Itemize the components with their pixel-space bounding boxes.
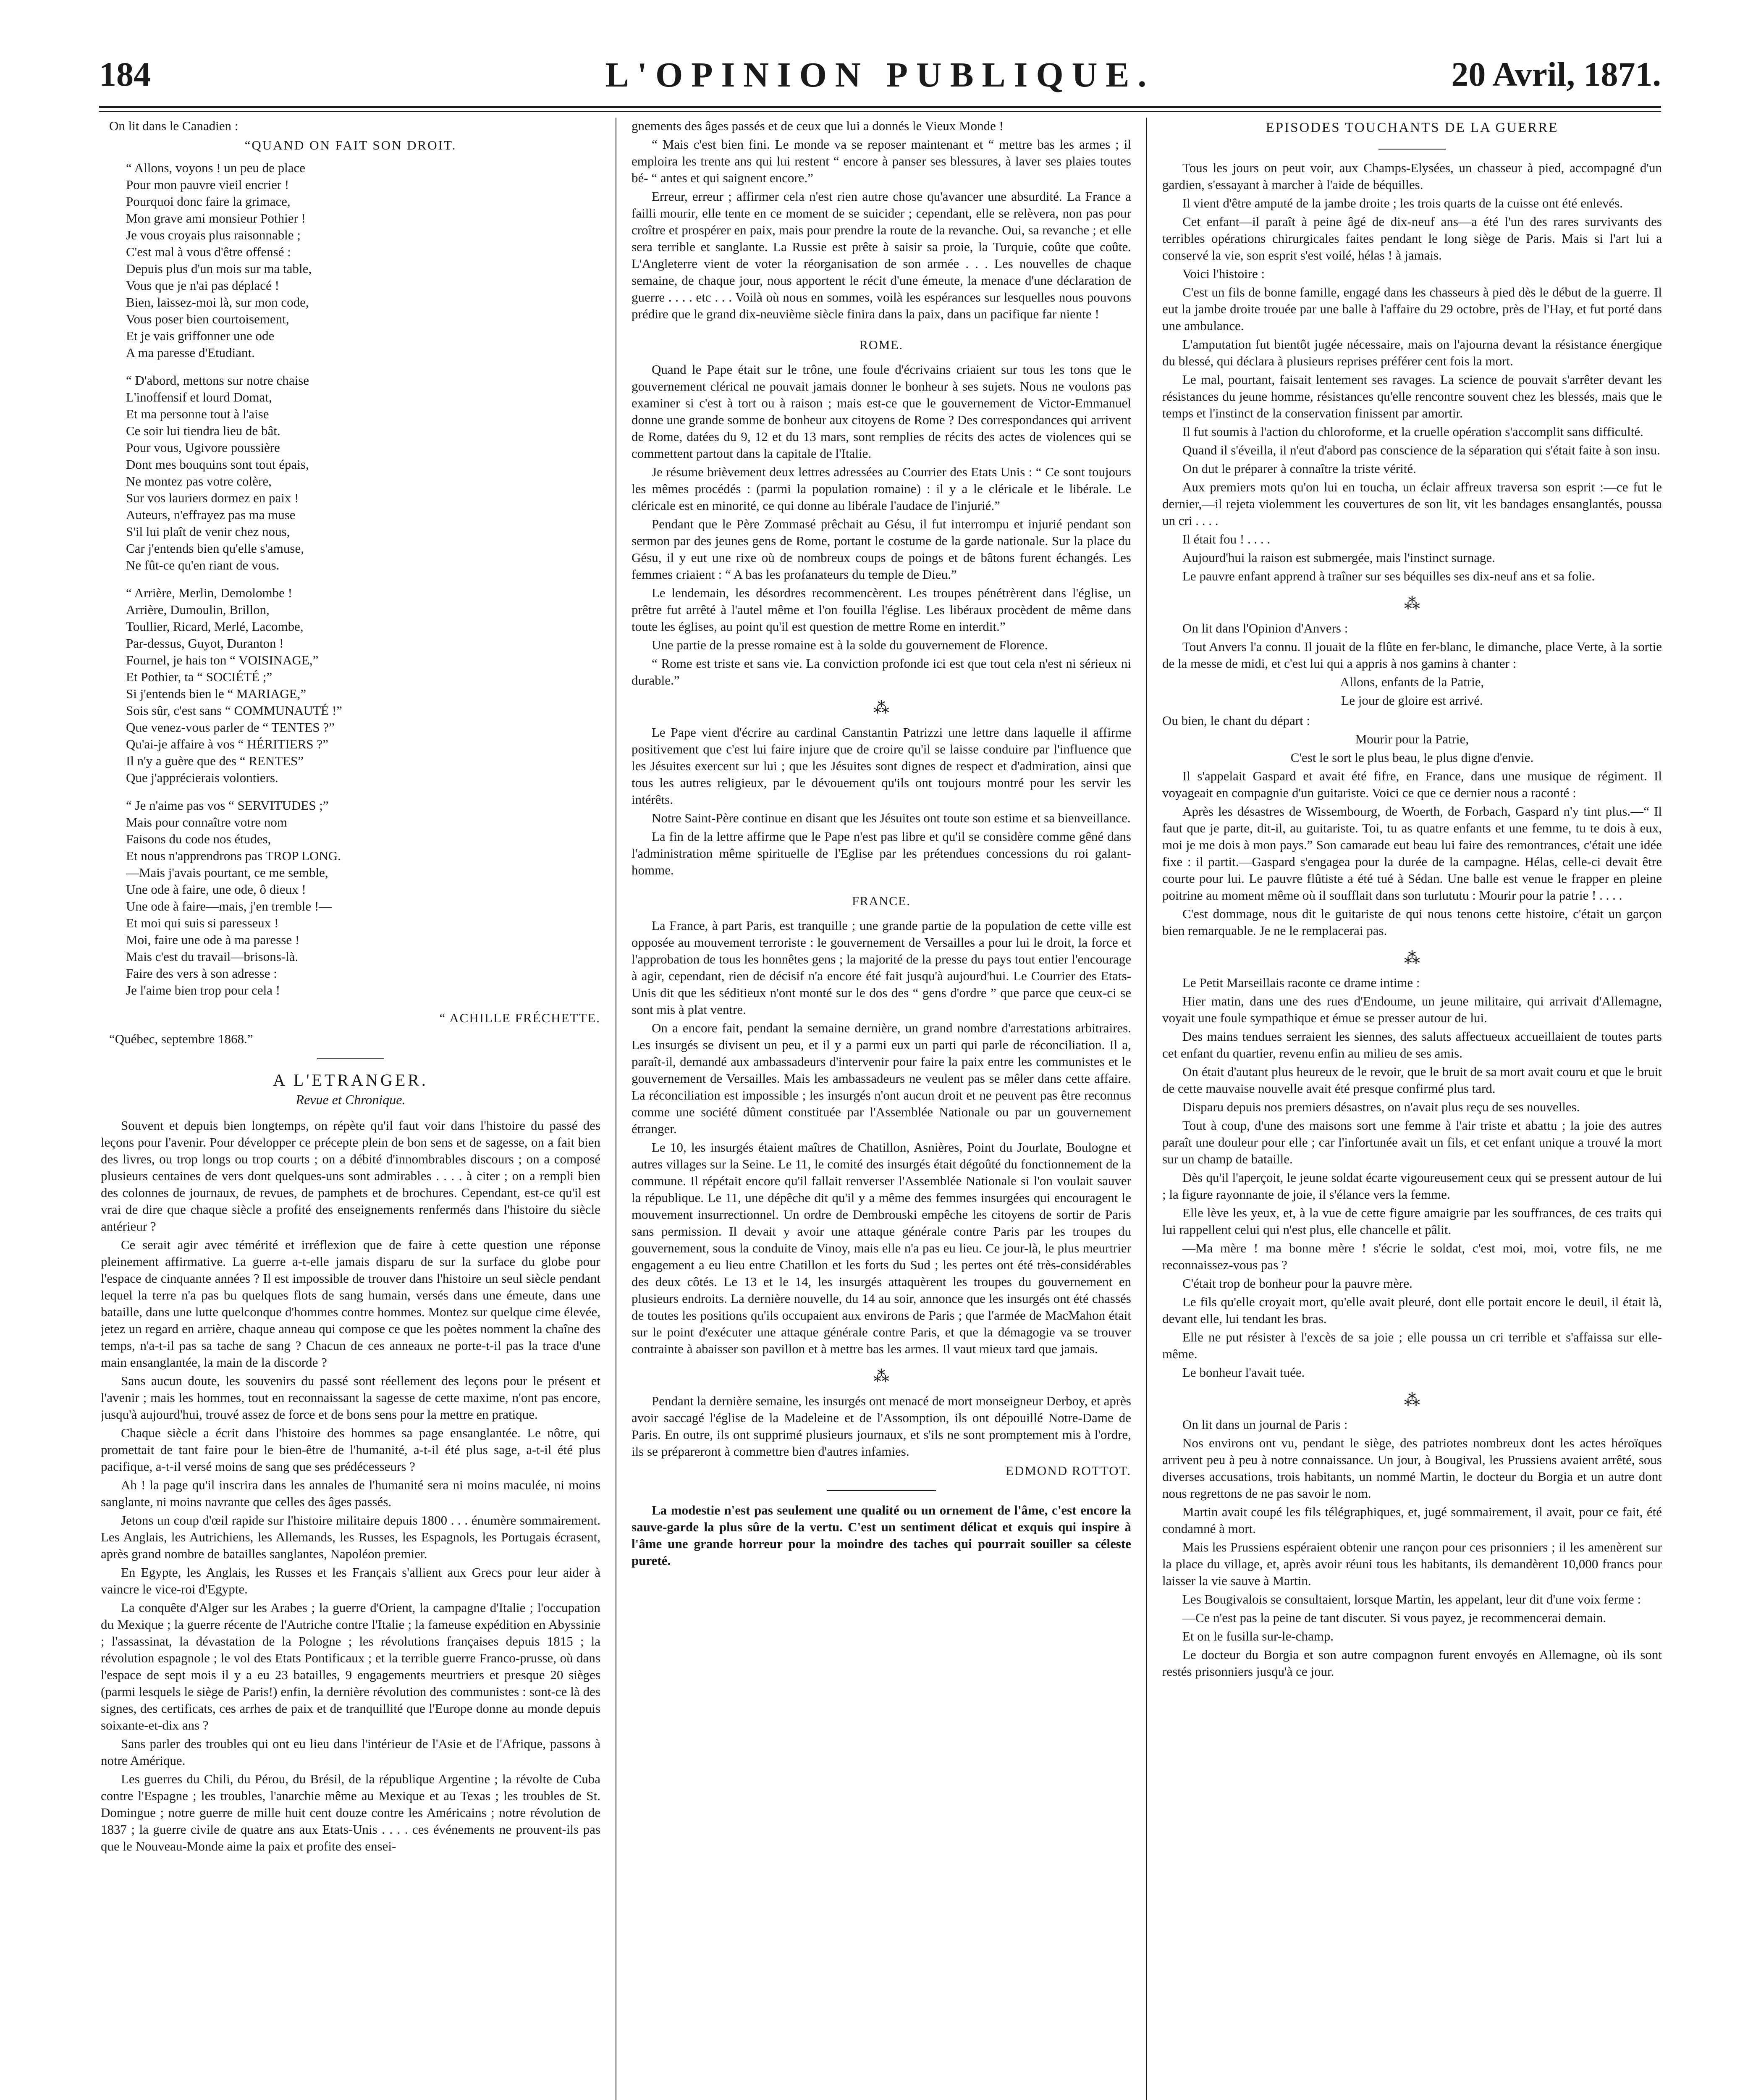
article-title: EPISODES TOUCHANTS DE LA GUERRE <box>1266 120 1559 135</box>
verse-line: Pourquoi donc faire la grimace, <box>126 194 291 209</box>
song-line: Mourir pour la Patrie, <box>1355 732 1469 746</box>
verse-line: Il n'y a guère que des “ RENTES” <box>126 753 304 768</box>
paragraph: La modestie n'est pas seulement une qualité ou un ornement de l'âme, c'est encore la sauve-garde la plus sûre de la vertu. C'est un sentiment délicat et exquis qui inspire à l'âme une grande horreur pour la moindre des taches qui pourrait souiller sa céleste pureté. <box>632 1503 1131 1568</box>
paragraph: Les guerres du Chili, du Pérou, du Brésil, de la république Argentine ; la révolte de Cuba contre l'Espagne ; les troubles, l'anarchie même au Mexique et au Texas ; les troubles de St. Domingue ; notre guerre de mille huit cent douze contre les Américains ; notre révolution de 1837 ; la guerre civile de quatre ans aux Etats-Unis . . . . ces événements ne prouvent-ils pas que le Nouveau-Monde aime la paix et profite des ensei- <box>101 1772 600 1853</box>
poem-signature: “ ACHILLE FRÉCHETTE. <box>439 1011 600 1025</box>
paragraph: Pendant que le Père Zommasé prêchait au Gésu, il fut interrompu et injurié pendant son sermon par des jeunes gens de Rome, portant le costume de la garde nationale. Sur la place du Gésu, il y eut une rixe où de nombreux coups de poings et de bâtons furent échangés. Les femmes criaient : “ A bas les profanateurs du temple de Dieu.” <box>632 517 1131 582</box>
verse-line: C'est mal à vous d'être offensé : <box>126 244 291 259</box>
paragraph: —Ma mère ! ma bonne mère ! s'écrie le soldat, c'est moi, moi, votre fils, ne me reconnaissez-vous pas ? <box>1162 1241 1662 1272</box>
paragraph: Le Petit Marseillais raconte ce drame intime : <box>1182 975 1420 990</box>
verse-line: A ma paresse d'Etudiant. <box>126 345 255 360</box>
paragraph: Les Bougivalois se consultaient, lorsque Martin, les appelant, leur dit d'une voix ferme : <box>1182 1592 1641 1606</box>
paragraph: Tous les jours on peut voir, aux Champs-Elysées, un chasseur à pied, accompagné d'un gardien, s'essayant à marcher à l'aide de béquilles. <box>1162 160 1662 192</box>
paragraph: Le pauvre enfant apprend à traîner sur ses béquilles ses dix-neuf ans et sa folie. <box>1182 569 1595 583</box>
paragraph: Tout Anvers l'a connu. Il jouait de la flûte en fer-blanc, le dimanche, place Verte, à la sortie de la messe de midi, et c'est lui qui a appris à nos gamins à chanter : <box>1162 639 1662 671</box>
paragraph: L'amputation fut bientôt jugée nécessaire, mais on l'ajourna devant la résistance énergique du blessé, qui déclara à plusieurs reprises préférer cent fois la mort. <box>1162 337 1662 368</box>
verse-line: Mon grave ami monsieur Pothier ! <box>126 211 306 226</box>
paragraph: Le lendemain, les désordres recommencèrent. Les troupes pénétrèrent dans l'église, un prêtre fut arrêté à l'autel même et l'on fouilla l'église. Les libéraux procèdent de même dans toute les églises, au point qu'il est question de mettre Rome en interdit.” <box>632 585 1131 634</box>
paragraph: Ce serait agir avec témérité et irréflexion que de faire à cette question une réponse pleinement affirmative. La guerre a-t-elle jamais disparu de sur la surface du globe pour l'espace de cinquante années ? Il est impossible de trouver dans l'histoire un seul siècle pendant lequel la terre n'a pas bu quelques flots de sang humain, versés dans une émeute, dans une bataille, dans une lutte quelconque d'hommes contre hommes. Montez sur quelque cime élevée, jetez un regard en arrière, chaque anneau qui compose ce que les poètes nomment la chaîne des temps, n'a-t-il pas sa tache de sang ? Chacun de ces anneaux ne porte-t-il pas la trace d'une main ensanglantée, la main de la discorde ? <box>101 1237 600 1370</box>
verse-line: Faisons du code nos études, <box>126 832 271 846</box>
verse-line: Moi, faire une ode à ma paresse ! <box>126 932 300 947</box>
column-1 <box>101 118 600 2100</box>
newspaper-title: L'OPINION PUBLIQUE. <box>605 55 1155 94</box>
poem-stanza-2 <box>126 372 600 574</box>
section-divider <box>1378 149 1446 150</box>
paragraph: C'est un fils de bonne famille, engagé dans les chasseurs à pied dès le début de la guerre. Il eut la jambe droite trouée par une balle à l'affaire du 29 octobre, près de l'Hay, et fut porté dans une ambulance. <box>1162 285 1662 333</box>
verse-line: Mais pour connaître votre nom <box>126 815 287 830</box>
verse-line: Je l'aime bien trop pour cela ! <box>126 983 280 998</box>
verse-line: Par-dessus, Guyot, Duranton ! <box>126 636 284 651</box>
verse-line: Pour mon pauvre vieil encrier ! <box>126 177 289 192</box>
poem-intro: On lit dans le Canadien : <box>109 118 238 133</box>
paragraph: Nos environs ont vu, pendant le siège, des patriotes nombreux dont les actes héroïques arrivent peu à peu à notre connaissance. Un jour, à Bougival, les Prussiens avaient arrêté, sous diverses accusations, trois habitants, un nommé Martin, le docteur du Borgia et un autre dont nous regrettons de ne pas savoir le nom. <box>1162 1436 1662 1501</box>
verse-line: Faire des vers à son adresse : <box>126 966 277 981</box>
paragraph: C'était trop de bonheur pour la pauvre mère. <box>1182 1276 1412 1291</box>
paragraph: —Ce n'est pas la peine de tant discuter. Si vous payez, je recommencerai demain. <box>1182 1610 1606 1625</box>
page-number: 184 <box>99 55 151 93</box>
paragraph: “ Rome est triste et sans vie. La conviction profonde ici est que tout cela n'est ni sérieux ni durable.” <box>632 656 1131 688</box>
paragraph: Et on le fusilla sur-le-champ. <box>1182 1629 1334 1643</box>
column-3 <box>1162 118 1662 2100</box>
paragraph: Mais les Prussiens espéraient obtenir une rançon pour ces prisonniers ; il les amenèrent sur la place du village, et, après avoir réuni tous les habitants, ils demandèrent 10,000 francs pour laisser la vie sauve à Martin. <box>1162 1540 1662 1588</box>
verse-line: Et Pothier, ta “ SOCIÉTÉ ;” <box>126 669 273 684</box>
paragraph: Dès qu'il l'aperçoit, le jeune soldat écarte vigoureusement ceux qui se pressent autour de lui ; la figure rayonnante de joie, il s'élance vers la femme. <box>1162 1170 1662 1202</box>
verse-line: “ Arrière, Merlin, Demolombe ! <box>126 585 292 600</box>
verse-line: —Mais j'avais pourtant, ce me semble, <box>126 865 328 880</box>
paragraph: Aujourd'hui la raison est submergée, mais l'instinct surnage. <box>1182 550 1495 565</box>
column-rule-2 <box>1146 118 1147 2100</box>
paragraph: Chaque siècle a écrit dans l'histoire des hommes sa page ensanglantée. Le nôtre, qui promettait de tant faire pour le bien-être de l'humanité, a-t-il été plus sage, a-t-il été plus pacifique, a-t-il versé moins de sang que ses prédécesseurs ? <box>101 1425 600 1474</box>
paragraph: Le mal, pourtant, faisait lentement ses ravages. La science de pouvait s'arrêter devant les résistances du jeune homme, résistances qu'elle rencontre souvent chez les blessés, mais que le temps et l'instinct de la conservation finissent par amortir. <box>1162 372 1662 420</box>
verse-line: Car j'entends bien qu'elle s'amuse, <box>126 541 304 556</box>
paragraph: Sans aucun doute, les souvenirs du passé sont réellement des leçons pour le présent et l'avenir ; mais les hommes, tout en reconnaissant la sagesse de cette maxime, n'ont pas encore, jusqu'à aujourd'hui, trouvé assez de force et de bons sens pour la mettre en pratique. <box>101 1373 600 1422</box>
paragraph: “ Mais c'est bien fini. Le monde va se reposer maintenant et “ mettre bas les armes ; il emploira les trente ans qui lui restent “ encore à panser ses blessures, à laver ses plaies toutes bé- “ antes et qui saignent encore.” <box>632 137 1131 185</box>
verse-line: Et nous n'apprendrons pas TROP LONG. <box>126 848 341 863</box>
verse-line: Ce soir lui tiendra lieu de bât. <box>126 423 280 438</box>
poem-stanza-1 <box>126 160 600 361</box>
verse-line: Et moi qui suis si paresseux ! <box>126 916 279 930</box>
paragraph: Martin avait coupé les fils télégraphiques, et, jugé sommairement, il avait, pour ce fait, été condamné à mort. <box>1162 1504 1662 1536</box>
verse-line: L'inoffensif et lourd Domat, <box>126 390 272 404</box>
paragraph: La fin de la lettre affirme que le Pape n'est pas libre et qu'il se considère comme gêné dans l'administration même spirituelle de l'Eglise par les prétendues concessions du roi galant-homme. <box>632 829 1131 877</box>
poem-stanza-4 <box>126 797 600 999</box>
verse-line: Que j'apprécierais volontiers. <box>126 770 278 785</box>
paragraph: Il s'appelait Gaspard et avait été fifre, en France, dans une musique de régiment. Il voyageait en compagnie d'un guitariste. Voici ce que ce dernier nous a raconté : <box>1162 769 1662 800</box>
paragraph: Cet enfant—il paraît à peine âgé de dix-neuf ans—a été l'un des rares survivants des terribles opérations chirurgicales faites pendant le long siège de Paris. Mais si l'art lui a conservé la vie, son esprit s'est voilé, hélas ! à jamais. <box>1162 214 1662 262</box>
poem-stanza-3 <box>126 585 600 786</box>
asterism-separator: ⁂ <box>873 1368 889 1386</box>
verse-line: Toullier, Ricard, Merlé, Lacombe, <box>126 619 304 634</box>
paragraph: On lit dans un journal de Paris : <box>1182 1417 1348 1432</box>
paragraph: Quand le Pape était sur le trône, une foule d'écrivains criaient sur tous les tons que le gouvernement clérical ne pouvait jamais donner le bonheur à ses sujets. Nous ne voulons pas examiner si c'est à tort ou à raison ; mais est-ce que le gouvernement de Victor-Emmanuel donne une grande somme de bonheur aux citoyens de Rome ? Des correspondances qui arrivent de Rome, datées du 9, 12 et du 13 mars, sont remplies de récits des actes de violences qui se commettent partout dans la capitale de l'Italie. <box>632 362 1131 461</box>
masthead-rule <box>99 106 1661 108</box>
paragraph: gnements des âges passés et de ceux que lui a donnés le Vieux Monde ! <box>632 118 1004 133</box>
paragraph: Des mains tendues serraient les siennes, des saluts affectueux accueillaient de toutes parts cet enfant du quartier, revenu enfin au milieu de ses amis. <box>1162 1029 1662 1060</box>
verse-line: Fournel, je hais ton “ VOISINAGE,” <box>126 653 319 667</box>
paragraph: Une partie de la presse romaine est à la solde du gouvernement de Florence. <box>652 638 1048 652</box>
paragraph: Le bonheur l'avait tuée. <box>1182 1365 1305 1380</box>
paragraph: Quand il s'éveilla, il n'eut d'abord pas conscience de la séparation qui s'était faite à son insu. <box>1182 443 1660 457</box>
paragraph: Ah ! la page qu'il inscrira dans les annales de l'humanité sera ni moins maculée, ni moins sanglante, ni moins navrante que celles des âges passés. <box>101 1478 600 1509</box>
rome-heading: ROME. <box>859 338 904 352</box>
verse-line: Bien, laissez-moi là, sur mon code, <box>126 295 309 310</box>
paragraph: On était d'autant plus heureux de le revoir, que le bruit de sa mort avait couru et que le bruit de cette mauvaise nouvelle avait été presque confirmé plus tard. <box>1162 1064 1662 1096</box>
paragraph: Le fils qu'elle croyait mort, qu'elle avait pleuré, dont elle portait encore le deuil, il était là, devant elle, lui tendant les bras. <box>1162 1294 1662 1326</box>
section-subtitle: Revue et Chronique. <box>296 1092 406 1107</box>
paragraph: Il était fou ! . . . . <box>1182 532 1271 546</box>
verse-line: Que venez-vous parler de “ TENTES ?” <box>126 720 335 735</box>
masthead-rule-thin <box>99 111 1661 112</box>
paragraph: Ou bien, le chant du départ : <box>1162 713 1310 728</box>
paragraph: Notre Saint-Père continue en disant que les Jésuites ont toute son estime et sa bienveillance. <box>652 811 1131 825</box>
asterism-separator: ⁂ <box>1404 1391 1420 1409</box>
paragraph: Après les désastres de Wissembourg, de Woerth, de Forbach, Gaspard n'y tint plus.—“ Il faut que je parte, dit-il, au guitariste. Toi, tu as quatre enfants et une femme, tu te dois à eux, moi je me dois à mon pays.” Son camarade eut beau lui faire des remontrances, c'était une idée fixe : il partit.—Gaspard s'engagea pour la durée de la campagne. Hélas, celle-ci devait être courte pour lui. Le pauvre flûtiste a été tué à Sédan. Une balle est venue le frapper en pleine poitrine au moment même où il soufflait dans son turlututu : Mourir pour la patrie ! . . . . <box>1162 804 1662 903</box>
paragraph: Voici l'histoire : <box>1182 266 1265 281</box>
poem-place-date: “Québec, septembre 1868.” <box>109 1032 253 1046</box>
verse-line: “ Je n'aime pas vos “ SERVITUDES ;” <box>126 798 329 813</box>
paragraph: La conquête d'Alger sur les Arabes ; la guerre d'Orient, la campagne d'Italie ; l'occupation du Mexique ; la guerre récente de l'Autriche contre l'Italie ; la fameuse expédition en Abyssinie ; l'assassinat, la dévastation de la Pologne ; les révolutions françaises depuis 1815 ; la révolution espagnole ; le vol des Etats Pontificaux ; et la terrible guerre Franco-prusse, où dans l'espace de sept mois il y a eu 23 batailles, 9 engagements meurtriers et presque 20 sièges (parmi lesquels le siège de Paris!) enfin, la dernière révolution des communistes : sont-ce là des signes, des certificats, ces arrhes de paix et de tranquillité que l'Europe donne au monde depuis soixante-et-dix ans ? <box>101 1600 600 1732</box>
paragraph: Elle ne put résister à l'excès de sa joie ; elle poussa un cri terrible et s'affaissa sur elle-même. <box>1162 1330 1662 1361</box>
section-divider <box>317 1058 384 1059</box>
section-divider <box>827 1490 936 1491</box>
verse-line: Vous que je n'ai pas déplacé ! <box>126 278 279 293</box>
verse-line: Et ma personne tout à l'aise <box>126 407 269 421</box>
column-2 <box>632 118 1131 2100</box>
verse-line: Une ode à faire—mais, j'en tremble !— <box>126 899 332 914</box>
issue-date: 20 Avril, 1871. <box>1451 55 1661 93</box>
paragraph: Jetons un coup d'œil rapide sur l'histoire militaire depuis 1800 . . . énumère sommairement. Les Anglais, les Autrichiens, les Allemands, les Russes, les Espagnols, les Portugais écrasent, après grand nombre de batailles sanglantes, Napoléon premier. <box>101 1513 600 1561</box>
paragraph: On lit dans l'Opinion d'Anvers : <box>1182 621 1348 635</box>
paragraph: La France, à part Paris, est tranquille ; une grande partie de la population de cette ville est opposée au mouvement terroriste : le gouvernement de Versailles a pour lui le droit, la force et l'approbation de tous les honnêtes gens ; la majorité de la presse du pays tout entier l'encourage à agir, cependant, rien de décisif n'a encore été fait jusqu'à aujourd'hui. Le Courrier des Etats-Unis dit que les séditieux n'ont monté sur le dos des “ gens d'ordre ” que parce que ceux-ci se sont mis à plat ventre. <box>632 918 1131 1017</box>
paragraph: En Egypte, les Anglais, les Russes et les Français s'allient aux Grecs pour leur aider à vaincre le vice-roi d'Egypte. <box>101 1565 600 1596</box>
verse-line: Ne fût-ce qu'en riant de vous. <box>126 558 280 572</box>
paragraph: On a encore fait, pendant la semaine dernière, un grand nombre d'arrestations arbitraires. Les insurgés se divisent un peu, et il y a parmi eux un parti qui parle de réconciliation. Il a, paraît-il, demandé aux ambassadeurs d'intervenir pour faire la paix entre les communistes et le gouvernement de Versailles. Mais les ambassadeurs ne veulent pas se mêler dans cette affaire. La réconciliation est impossible ; les insurgés n'ont aucun droit et ne peuvent pas être reconnus comme une société dûment constituée par l'Assemblée Nationale ou par un gouvernement étranger. <box>632 1021 1131 1136</box>
paragraph: Souvent et depuis bien longtemps, on répète qu'il faut voir dans l'histoire du passé des leçons pour l'avenir. Pour développer ce précepte plein de bon sens et de sagesse, on a fait bien des livres, ou trop longs ou trop courts ; on a débité d'innombrables discours ; on a composé plusieurs centaines de vers dont quelques-uns sont admirables . . . . à citer ; on a rempli bien des colonnes de journaux, de revues, de pamphets et de brochures. Cependant, est-ce qu'il est vrai de dire que chaque siècle a profité des enseignements renfermés dans l'histoire du siècle antérieur ? <box>101 1118 600 1234</box>
song-line: Le jour de gloire est arrivé. <box>1341 693 1483 708</box>
paragraph: Elle lève les yeux, et, à la vue de cette figure amaigrie par les souffrances, de ces traits qui lui rappellent celui qui n'est plus, elle chancelle et pâlit. <box>1162 1205 1662 1237</box>
paragraph: Tout à coup, d'une des maisons sort une femme à l'air triste et abattu ; la joie des autres paraît une douleur pour elle ; car l'infortunée avait un fils, et cet enfant unique a trouvé la mort sur un champ de bataille. <box>1162 1118 1662 1166</box>
section-title: A L'ETRANGER. <box>273 1071 428 1089</box>
verse-line: Vous poser bien courtoisement, <box>126 312 289 326</box>
verse-line: Pour vous, Ugivore poussière <box>126 440 280 455</box>
paragraph: Le docteur du Borgia et son autre compagnon furent envoyés en Allemagne, où ils sont restés prisonniers jusqu'à ce jour. <box>1162 1647 1662 1679</box>
masthead <box>99 38 1661 101</box>
paragraph: Sans parler des troubles qui ont eu lieu dans l'intérieur de l'Asie et de l'Afrique, passons à notre Amérique. <box>101 1736 600 1768</box>
paragraph: Aux premiers mots qu'on lui en toucha, un éclair affreux traversa son esprit :—ce fut le dernier,—il rejeta violemment les couvertures de son lit, vit les bandages ensanglantés, poussa un cri . . . . <box>1162 480 1662 528</box>
paragraph: Il vient d'être amputé de la jambe droite ; les trois quarts de la cuisse ont été enlevés. <box>1182 196 1623 210</box>
verse-line: Sur vos lauriers dormez en paix ! <box>126 491 299 505</box>
verse-line: “ Allons, voyons ! un peu de place <box>126 160 306 175</box>
asterism-separator: ⁂ <box>873 699 889 717</box>
verse-line: Je vous croyais plus raisonnable ; <box>126 228 301 242</box>
verse-line: Dont mes bouquins sont tout épais, <box>126 457 309 472</box>
paragraph: Le 10, les insurgés étaient maîtres de Chatillon, Asnières, Point du Jourlate, Boulogne et autres villages sur la Seine. Le 11, le comité des insurgés était dégoûté du fonctionnement de la commune. Il répétait encore qu'il fallait renverser l'Assemblée Nationale si l'on voulait sauver la république. Le 11, une dépêche dit qu'il y a même des femmes insurgées qui encouragent le mouvement insurrectionnel. Un ordre de Dembrouski empêche les citoyens de sortir de Paris sans permission. Il devait y avoir une attaque générale contre Paris par les troupes du gouvernement, sous la conduite de Vinoy, mais elle n'a pas eu lieu. Ce jour-là, le plus meurtrier engagement a eu lieu entre Chatillon et les forts du Sud ; les pertes ont été très-considérables des deux côtés. Le 13 et le 14, les insurgés attaquèrent les troupes du gouvernement en plusieurs endroits. La dernière nouvelle, du 14 au soir, annonce que les insurgés ont été chassés de toutes les positions qu'ils occupaient aux environs de Paris ; que l'armée de MacMahon était sur le point d'exécuter une attaque générale contre Paris, et que la démagogie va se trouver contrainte à abaisser son pavillon et à mettre bas les armes. Il vaut mieux tard que jamais. <box>632 1140 1131 1356</box>
paragraph: C'est dommage, nous dit le guitariste de qui nous tenons cette histoire, c'était un garçon bien remarquable. Je ne le remplacerai pas. <box>1162 906 1662 938</box>
paragraph: Erreur, erreur ; affirmer cela n'est rien autre chose qu'avancer une absurdité. La France a failli mourir, elle tente en ce moment de se suicider ; cependant, elle se relèvera, non pas pour croître et prospérer en paix, mais pour prendre la route de la revanche. Oui, sa revanche ; et elle sera terrible et sanglante. La Russie est prête à saisir sa proie, la Turquie, coûte que coûte. L'Angleterre vient de voter la réorganisation de son armée . . . Les nouvelles de chaque semaine, de chaque jour, nous apportent le récit d'une émeute, la menace d'une déclaration de guerre . . . . etc . . . Voilà où nous en sommes, voilà les espérances sur lesquelles nous pouvons prédire que le grand dix-neuvième siècle finira dans la paix, dans un pacifique far niente ! <box>632 189 1131 321</box>
verse-line: Et je vais griffonner une ode <box>126 328 275 343</box>
verse-line: Mais c'est du travail—brisons-là. <box>126 949 299 964</box>
song-line: Allons, enfants de la Patrie, <box>1340 675 1484 689</box>
verse-line: Si j'entends bien le “ MARIAGE,” <box>126 686 307 701</box>
asterism-separator: ⁂ <box>1404 595 1420 613</box>
poem-title: “QUAND ON FAIT SON DROIT. <box>244 138 457 152</box>
verse-line: “ D'abord, mettons sur notre chaise <box>126 373 309 388</box>
verse-line: Sois sûr, c'est sans “ COMMUNAUTÉ !” <box>126 703 342 718</box>
paragraph: Hier matin, dans une des rues d'Endoume, un jeune militaire, qui arrivait d'Allemagne, voyait une foule sympathique et émue se presser autour de lui. <box>1162 994 1662 1025</box>
paragraph: Pendant la dernière semaine, les insurgés ont menacé de mort monseigneur Derboy, et après avoir saccagé l'église de la Madeleine et de l'Assomption, ils ont dépouillé Notre-Dame de Paris. En outre, ils ont supprimé plusieurs journaux, et s'ils ne sont promptement mis à l'ordre, ils se prépareront à commettre bien d'autres infamies. <box>632 1394 1131 1459</box>
verse-line: Arrière, Dumoulin, Brillon, <box>126 602 270 617</box>
france-heading: FRANCE. <box>852 894 911 908</box>
verse-line: S'il lui plaît de venir chez nous, <box>126 524 290 539</box>
asterism-separator: ⁂ <box>1404 950 1420 967</box>
song-line: C'est le sort le plus beau, le plus digne d'envie. <box>1290 750 1534 765</box>
paragraph: On dut le préparer à connaître la triste vérité. <box>1182 461 1416 476</box>
verse-line: Ne montez pas votre colère, <box>126 474 272 488</box>
verse-line: Auteurs, n'effrayez pas ma muse <box>126 507 296 522</box>
verse-line: Depuis plus d'un mois sur ma table, <box>126 261 312 276</box>
paragraph: Il fut soumis à l'action du chloroforme, et la cruelle opération s'accomplit sans difficulté. <box>1182 424 1643 439</box>
paragraph: Je résume brièvement deux lettres adressées au Courrier des Etats Unis : “ Ce sont toujours les mêmes procédés : (parmi la population romaine) : il y a le cléricale et le libérale. Le cléricale est en minorité, ce qui donne au libérale l'audace de l'injurié.” <box>632 465 1131 513</box>
paragraph: Disparu depuis nos premiers désastres, on n'avait plus reçu de ses nouvelles. <box>1182 1100 1580 1114</box>
verse-line: Une ode à faire, une ode, ô dieux ! <box>126 882 306 897</box>
paragraph: Le Pape vient d'écrire au cardinal Canstantin Patrizzi une lettre dans laquelle il affirme positivement que c'est lui faire injure que de croire qu'il se laisse conduire par l'influence que les Jésuites exercent sur lui ; que les Jésuites sont dignes de respect et d'admiration, ainsi que tous les autres religieux, par le dévouement qu'ils ont toujours montré pour les servir les intérêts. <box>632 725 1131 807</box>
author-signature: EDMOND ROTTOT. <box>1006 1463 1131 1478</box>
verse-line: Qu'ai-je affaire à vos “ HÉRITIERS ?” <box>126 737 328 751</box>
